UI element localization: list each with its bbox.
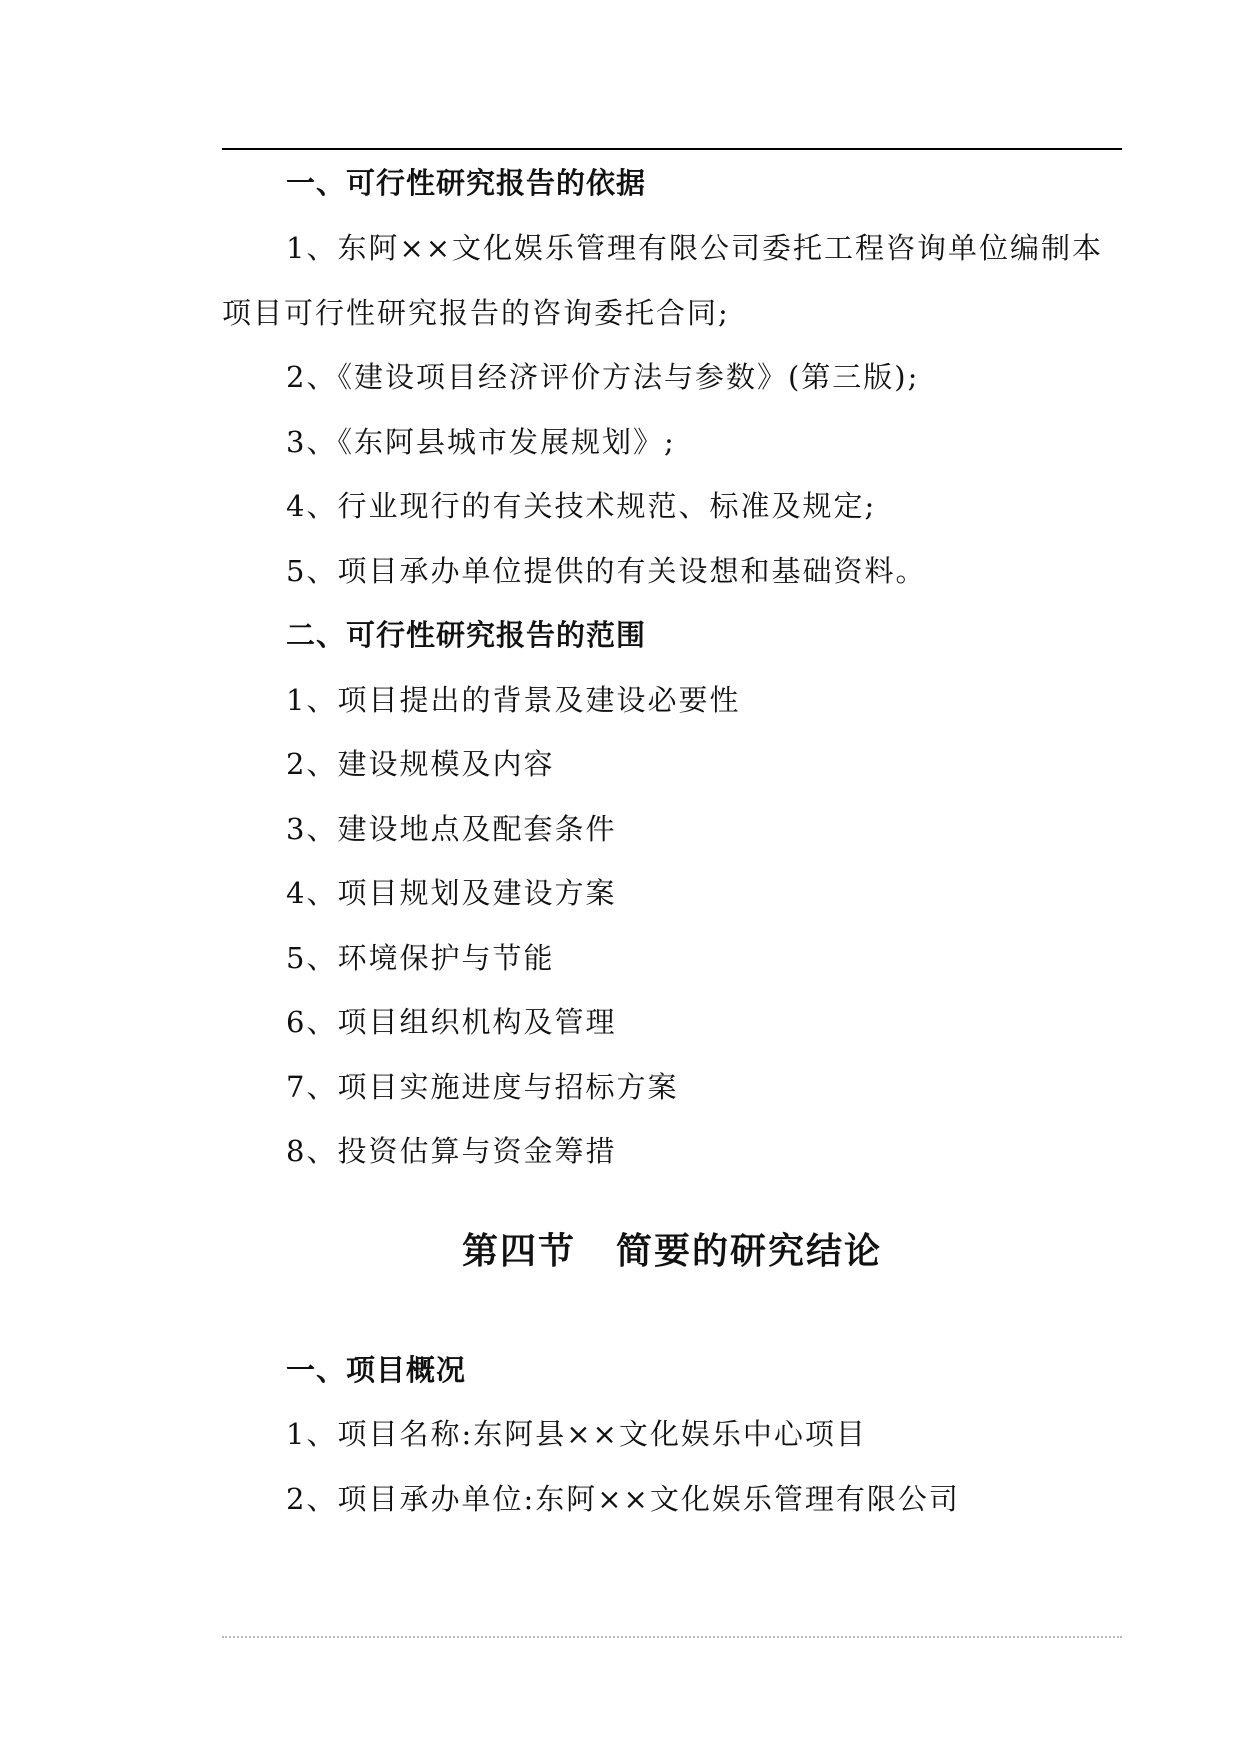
scope-item-4: 4、项目规划及建设方案 — [286, 876, 617, 910]
scope-item-1: 1、项目提出的背景及建设必要性 — [286, 683, 741, 717]
basis-heading: 一、可行性研究报告的依据 — [286, 166, 647, 200]
overview-heading: 一、项目概况 — [286, 1353, 467, 1387]
footer-rule — [222, 1636, 1122, 1638]
overview-item-2: 2、项目承办单位:东阿××文化娱乐管理有限公司 — [286, 1482, 960, 1516]
basis-item-1-line-2: 项目可行性研究报告的咨询委托合同; — [222, 296, 730, 330]
basis-item-5: 5、项目承办单位提供的有关设想和基础资料。 — [286, 554, 927, 588]
scope-item-2: 2、建设规模及内容 — [286, 747, 555, 781]
scope-item-6: 6、项目组织机构及管理 — [286, 1005, 617, 1039]
basis-item-4: 4、行业现行的有关技术规范、标准及规定; — [286, 489, 877, 523]
section-title-text: 简要的研究结论 — [616, 1231, 883, 1272]
scope-heading: 二、可行性研究报告的范围 — [286, 618, 647, 652]
scope-item-3: 3、建设地点及配套条件 — [286, 812, 617, 846]
basis-item-3: 3、《东阿县城市发展规划》; — [286, 425, 676, 459]
section-number: 第四节 — [461, 1231, 576, 1272]
basis-item-1-line-1: 1、东阿××文化娱乐管理有限公司委托工程咨询单位编制本 — [286, 231, 1104, 265]
scope-item-7: 7、项目实施进度与招标方案 — [286, 1070, 679, 1104]
basis-item-2: 2、《建设项目经济评价方法与参数》(第三版); — [286, 360, 920, 394]
section-title — [222, 1228, 1122, 1276]
header-rule — [222, 148, 1122, 150]
scope-item-5: 5、环境保护与节能 — [286, 941, 555, 975]
scope-item-8: 8、投资估算与资金筹措 — [286, 1134, 617, 1168]
overview-item-1: 1、项目名称:东阿县××文化娱乐中心项目 — [286, 1417, 867, 1451]
